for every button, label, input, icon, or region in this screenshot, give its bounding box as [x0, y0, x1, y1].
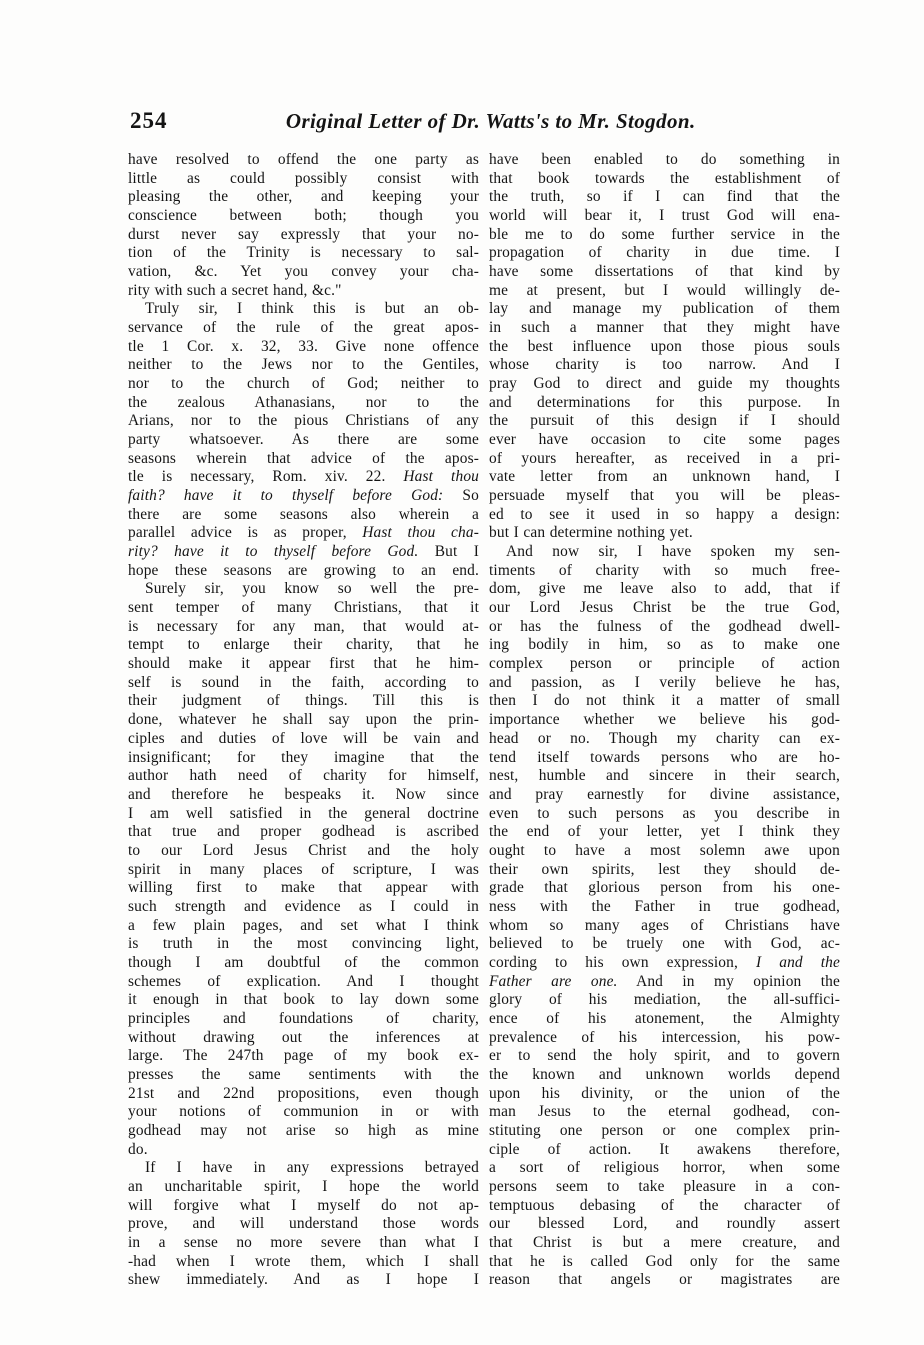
text-line [489, 356, 840, 375]
text-segment: the zealous Athanasians, nor to the [128, 393, 479, 411]
text-segment: servance of the rule of the great apos- [128, 319, 479, 337]
text-segment: prove, and will understand those words [128, 1215, 479, 1233]
text-segment: man Jesus to the eternal godhead, con- [489, 1103, 840, 1121]
text-segment: persons seem to take pleasure in a con- [489, 1177, 840, 1195]
text-line [489, 879, 840, 898]
text-line [128, 618, 479, 637]
text-line [128, 655, 479, 674]
text-line [489, 1029, 840, 1048]
text-segment: Surely sir, you know so well the pre- [145, 580, 479, 598]
text-segment: 21st and 22nd propositions, even though [128, 1084, 479, 1102]
text-line [128, 543, 479, 562]
text-line [489, 580, 840, 599]
text-line [489, 1215, 840, 1234]
text-line [128, 1010, 479, 1029]
text-line [128, 879, 479, 898]
text-line [489, 468, 840, 487]
text-line [128, 487, 479, 506]
text-segment: insignificant; for they imagine that the [128, 748, 479, 766]
text-line [128, 394, 479, 413]
text-segment: But I [418, 543, 479, 561]
text-segment: should make it appear first that he him- [128, 655, 479, 673]
text-line [128, 282, 479, 301]
text-line [489, 375, 840, 394]
text-segment: party whatsoever. As there are some [128, 431, 479, 449]
text-segment: willing first to make that appear with [128, 879, 479, 897]
text-line [489, 506, 840, 525]
text-line [128, 356, 479, 375]
text-line [128, 767, 479, 786]
text-segment: and pray earnestly for divine assistance, [489, 785, 840, 803]
text-segment: our Lord Jesus Christ be the true God, [489, 599, 840, 617]
text-line [128, 412, 479, 431]
text-line [128, 636, 479, 655]
text-segment: er to send the holy spirit, and to govern [489, 1047, 840, 1065]
text-line [489, 338, 840, 357]
text-segment: godhead may not arise so high as mine [128, 1121, 479, 1139]
text-line [489, 1066, 840, 1085]
text-segment: stituting one person or one complex prin- [489, 1121, 840, 1139]
text-segment: the end of your letter, yet I think they [489, 823, 840, 841]
text-segment: author hath need of charity for himself, [128, 767, 479, 785]
text-line [128, 1085, 479, 1104]
text-segment: the best influence upon those pious souls [489, 337, 840, 355]
text-segment: seasons wherein that advice of the apos- [128, 449, 479, 467]
text-segment: have some dissertations of that kind by [489, 263, 840, 281]
text-line [128, 338, 479, 357]
text-line [489, 431, 840, 450]
text-segment: though I am doubtful of the common [128, 953, 479, 971]
text-segment: tend itself towards persons who are ho- [489, 748, 840, 766]
text-segment: prevalence of his intercession, his pow- [489, 1028, 840, 1046]
text-segment: spirit in many places of scripture, I was [128, 860, 479, 878]
text-line [128, 151, 479, 170]
text-line [489, 1178, 840, 1197]
text-line [489, 786, 840, 805]
text-segment: world will bear it, I trust God will ena- [489, 207, 840, 225]
text-segment: So [443, 487, 479, 505]
text-segment: shew immediately. And as I hope I [128, 1271, 479, 1289]
text-segment: even to such persons as you describe in [489, 804, 840, 822]
text-line [128, 1234, 479, 1253]
text-line [489, 188, 840, 207]
text-line [489, 1159, 840, 1178]
text-line [489, 823, 840, 842]
text-segment: upon his divinity, or the union of the [489, 1084, 840, 1102]
text-line [489, 861, 840, 880]
text-line [489, 730, 840, 749]
text-segment: If I have in any expressions betrayed [145, 1159, 479, 1177]
text-line [489, 599, 840, 618]
text-line [489, 1234, 840, 1253]
text-line [128, 1271, 479, 1290]
text-line [128, 898, 479, 917]
text-segment: is truth in the most convincing light, [128, 935, 479, 953]
text-line [489, 487, 840, 506]
text-line [489, 973, 840, 992]
text-segment: conscience between both; though you [128, 207, 479, 225]
text-segment: -had when I wrote them, which I shall [128, 1252, 479, 1270]
text-segment: without drawing out the inferences at [128, 1028, 479, 1046]
text-line [128, 188, 479, 207]
text-segment: neither to the Jews nor to the Gentiles, [128, 356, 479, 374]
text-line [128, 580, 479, 599]
text-segment: that book towards the establishment of [489, 169, 840, 187]
text-segment: that Christ is but a mere creature, and [489, 1233, 840, 1251]
text-line [128, 1141, 479, 1160]
text-line [489, 954, 840, 973]
text-line [128, 226, 479, 245]
left-column [128, 151, 479, 1290]
text-segment: the known and unknown worlds depend [489, 1065, 840, 1083]
text-line [489, 917, 840, 936]
text-line [489, 1085, 840, 1104]
text-line [489, 543, 840, 562]
text-segment: tle is necessary, Rom. xiv. 22. [128, 468, 404, 486]
text-segment: parallel advice is as proper, [128, 524, 363, 542]
text-line [128, 170, 479, 189]
text-line [128, 674, 479, 693]
text-line [489, 842, 840, 861]
text-segment: will forgive what I myself do not ap- [128, 1196, 479, 1214]
page-number: 254 [130, 108, 168, 133]
text-segment: I am well satisfied in the general doctrine [128, 804, 479, 822]
text-segment: head or no. Though my charity can ex- [489, 729, 840, 747]
text-line [128, 244, 479, 263]
text-line [489, 151, 840, 170]
text-segment: it enough in that book to lay down some [128, 991, 479, 1009]
text-line [489, 1253, 840, 1272]
text-line [128, 375, 479, 394]
text-segment: little as could possibly consist with [128, 169, 479, 187]
text-segment: me at present, but I would willingly de- [489, 281, 840, 299]
text-line [489, 991, 840, 1010]
text-line [489, 692, 840, 711]
text-line [128, 1066, 479, 1085]
italic-text-segment: rity? have it to thyself before God. [128, 543, 419, 561]
text-segment: the pursuit of this design if I should [489, 412, 840, 430]
italic-text-segment: Father are one. [489, 972, 618, 990]
text-segment: there are some seasons also wherein a [128, 505, 479, 523]
text-columns [128, 151, 840, 1290]
text-segment: grade that glorious person from his one- [489, 879, 840, 897]
text-line [489, 674, 840, 693]
text-segment: the truth, so if I can find that the [489, 188, 840, 206]
text-segment: durst never say expressly that your no- [128, 225, 479, 243]
text-line [128, 749, 479, 768]
text-line [128, 973, 479, 992]
text-segment: pray God to direct and guide my thoughts [489, 375, 840, 393]
text-segment: tle 1 Cor. x. 32, 33. Give none offence [128, 337, 479, 355]
text-line [489, 1197, 840, 1216]
text-line [489, 805, 840, 824]
text-line [128, 431, 479, 450]
text-segment: dom, give me leave also to add, that if [489, 580, 840, 598]
text-segment: large. The 247th page of my book ex- [128, 1047, 479, 1065]
text-line [489, 412, 840, 431]
text-segment: that true and proper godhead is ascribed [128, 823, 479, 841]
text-segment: self is sound in the faith, according to [128, 673, 479, 691]
text-line [128, 1047, 479, 1066]
text-segment: vation, &c. Yet you convey your cha- [128, 263, 479, 281]
text-line [128, 917, 479, 936]
text-line [489, 935, 840, 954]
text-segment: whose charity is too narrow. And I [489, 356, 840, 374]
text-segment: but I can determine nothing yet. [489, 524, 693, 542]
text-line [489, 711, 840, 730]
text-segment: ciples and duties of love will be vain and [128, 729, 479, 747]
text-line [128, 207, 479, 226]
text-line [489, 170, 840, 189]
text-line [128, 263, 479, 282]
text-segment: ciple of action. It awakens therefore, [489, 1140, 840, 1158]
text-segment: schemes of explication. And I thought [128, 972, 479, 990]
text-segment: ness with the Father in true godhead, [489, 897, 840, 915]
text-segment: ble me to do some further service in the [489, 225, 840, 243]
text-line [489, 1047, 840, 1066]
text-line [128, 1253, 479, 1272]
text-line [489, 898, 840, 917]
text-line [128, 468, 479, 487]
text-line [128, 506, 479, 525]
text-line [128, 842, 479, 861]
text-segment: your notions of communion in or with [128, 1103, 479, 1121]
text-line [128, 730, 479, 749]
text-segment: a sort of religious horror, when some [489, 1159, 840, 1177]
text-segment: do. [128, 1140, 148, 1158]
text-segment: ing bodily in him, so as to make one [489, 636, 840, 654]
text-line [128, 1215, 479, 1234]
text-line [489, 263, 840, 282]
text-line [128, 562, 479, 581]
text-segment: propagation of charity in due time. I [489, 244, 840, 262]
text-segment: lay and manage my publication of them [489, 300, 840, 318]
text-line [489, 282, 840, 301]
text-segment: reason that angels or magistrates are [489, 1271, 840, 1289]
text-segment: rity with such a secret hand, &c." [128, 281, 342, 299]
text-line [489, 244, 840, 263]
text-segment: cording to his own expression, [489, 953, 756, 971]
text-segment: glory of his mediation, the all-suffici- [489, 991, 840, 1009]
text-line [489, 450, 840, 469]
text-segment: our blessed Lord, and roundly assert [489, 1215, 840, 1233]
text-line [489, 300, 840, 319]
text-segment: Truly sir, I think this is but an ob- [145, 300, 479, 318]
text-segment: of yours hereafter, as received in a pri- [489, 449, 840, 467]
text-segment: hope these seasons are growing to an end. [128, 561, 479, 579]
text-segment: And in my opinion the [617, 972, 840, 990]
text-segment: ence of his atonement, the Almighty [489, 1009, 840, 1027]
text-line [128, 692, 479, 711]
text-segment: believed to be truely one with God, ac- [489, 935, 840, 953]
text-line [489, 319, 840, 338]
text-line [128, 300, 479, 319]
text-line [489, 749, 840, 768]
text-segment: is necessary for any man, that would at- [128, 617, 479, 635]
text-line [489, 636, 840, 655]
text-line [489, 562, 840, 581]
text-line [489, 1141, 840, 1160]
text-segment: and passion, as I verily believe he has, [489, 673, 840, 691]
text-segment: ever have occasion to cite some pages [489, 431, 840, 449]
text-segment: ought to have a most solemn awe upon [489, 841, 840, 859]
text-segment: vate letter from an unknown hand, I [489, 468, 840, 486]
text-segment: timents of charity with so much free- [489, 561, 840, 579]
text-segment: complex person or principle of action [489, 655, 840, 673]
italic-text-segment: Hast thou cha- [362, 524, 479, 542]
text-line [489, 655, 840, 674]
text-line [489, 618, 840, 637]
text-line [489, 1010, 840, 1029]
text-line [489, 226, 840, 245]
text-line [128, 1103, 479, 1122]
text-segment: presses the same sentiments with the [128, 1065, 479, 1083]
text-line [128, 524, 479, 543]
text-line [128, 450, 479, 469]
text-segment: their own spirits, lest they should de- [489, 860, 840, 878]
text-line [489, 524, 840, 543]
text-segment: have resolved to offend the one party as [128, 151, 479, 168]
text-line [128, 991, 479, 1010]
text-line [489, 1271, 840, 1290]
text-segment: that he is called God only for the same [489, 1252, 840, 1270]
text-segment: their judgment of things. Till this is [128, 692, 479, 710]
italic-text-segment: faith? have it to thyself before God: [128, 487, 444, 505]
text-line [128, 861, 479, 880]
text-line [128, 823, 479, 842]
text-segment: or has the fulness of the godhead dwell- [489, 617, 840, 635]
text-line [128, 711, 479, 730]
text-segment: nest, humble and sincere in their search, [489, 767, 840, 785]
text-segment: pleasing the other, and keeping your [128, 188, 479, 206]
text-segment: nor to the church of God; neither to [128, 375, 479, 393]
italic-text-segment: Hast thou [403, 468, 479, 486]
text-line [128, 954, 479, 973]
text-segment: done, whatever he shall say upon the prin- [128, 711, 479, 729]
text-line [128, 1122, 479, 1141]
text-line [128, 805, 479, 824]
text-segment: principles and foundations of charity, [128, 1009, 479, 1027]
text-segment: and determinations for this purpose. In [489, 393, 840, 411]
text-line [128, 1178, 479, 1197]
text-segment: in a sense no more severe than what I [128, 1233, 479, 1251]
text-segment: sent temper of many Christians, that it [128, 599, 479, 617]
text-segment: in such a manner that they might have [489, 319, 840, 337]
text-segment: then I do not think it a matter of small [489, 692, 840, 710]
text-line [128, 319, 479, 338]
text-line [128, 599, 479, 618]
text-segment: an uncharitable spirit, I hope the world [128, 1177, 479, 1195]
text-segment: tion of the Trinity is necessary to sal- [128, 244, 479, 262]
text-line [489, 207, 840, 226]
text-segment: whom so many ages of Christians have [489, 916, 840, 934]
text-segment: And now sir, I have spoken my sen- [506, 543, 840, 561]
text-segment: Arians, nor to the pious Christians of any [128, 412, 479, 430]
text-line [128, 1029, 479, 1048]
text-segment: importance whether we believe his god- [489, 711, 840, 729]
text-line [128, 935, 479, 954]
text-segment: and therefore he bespeaks it. Now since [128, 785, 479, 803]
text-segment: to our Lord Jesus Christ and the holy [128, 841, 479, 859]
text-segment: tempt to enlarge their charity, that he [128, 636, 479, 654]
text-line [489, 394, 840, 413]
page-header [130, 108, 834, 134]
text-line [128, 786, 479, 805]
text-segment: persuade myself that you will be pleas- [489, 487, 840, 505]
text-segment: have been enabled to do something in [489, 151, 840, 168]
page-title: Original Letter of Dr. Watts's to Mr. Stogdon. [285, 109, 696, 133]
text-segment: a few plain pages, and set what I think [128, 916, 479, 934]
text-line [128, 1159, 479, 1178]
italic-text-segment: I and the [755, 953, 840, 971]
text-segment: ed to see it used in so happy a design: [489, 505, 840, 523]
right-column [489, 151, 840, 1290]
text-segment: temptuous debasing of the character of [489, 1196, 840, 1214]
text-line [489, 767, 840, 786]
text-segment: such strength and evidence as I could in [128, 897, 479, 915]
text-line [489, 1103, 840, 1122]
text-line [489, 1122, 840, 1141]
text-line [128, 1197, 479, 1216]
